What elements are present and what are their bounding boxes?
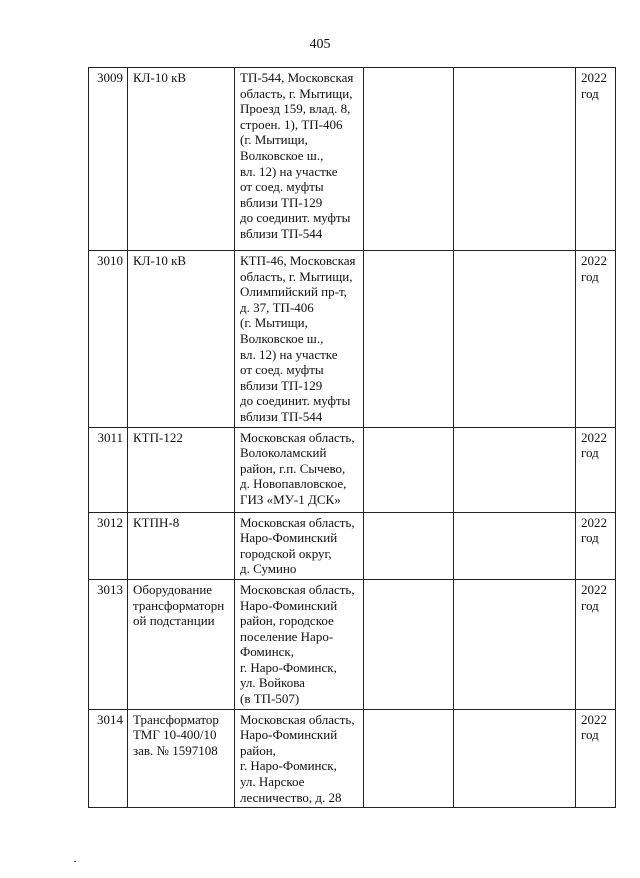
page-number: 405 bbox=[309, 37, 331, 52]
address-cell: Московская область, Наро-Фоминский район, г. Наро-Фоминск, ул. Нарское лесничество, д. 28 bbox=[235, 709, 364, 808]
empty-cell bbox=[364, 579, 454, 709]
empty-cell bbox=[364, 251, 454, 428]
year-cell: 2022 год bbox=[576, 579, 616, 709]
empty-cell bbox=[364, 427, 454, 512]
table-row bbox=[89, 709, 616, 808]
table-row bbox=[89, 68, 616, 251]
empty-cell bbox=[454, 709, 576, 808]
table-row bbox=[89, 512, 616, 579]
row-number-cell: 3010 bbox=[89, 251, 128, 428]
row-number-cell: 3009 bbox=[89, 68, 128, 251]
table-row bbox=[89, 427, 616, 512]
empty-cell bbox=[454, 579, 576, 709]
year-cell: 2022 год bbox=[576, 251, 616, 428]
table-row bbox=[89, 579, 616, 709]
address-cell: КТП-46, Московская область, г. Мытищи, Олимпийский пр-т, д. 37, ТП-406 (г. Мытищи, Волковское ш., вл. 12) на участке от соед. муфты вблизи ТП-129 до соединит. муфты вблизи ТП-544 bbox=[235, 251, 364, 428]
address-cell: ТП-544, Московская область, г. Мытищи, Проезд 159, влад. 8, строен. 1), ТП-406 (г. Мытищи, Волковское ш., вл. 12) на участке от соед. муфты вблизи ТП-129 до соединит. муфты вблизи ТП-544 bbox=[235, 68, 364, 251]
empty-cell bbox=[364, 709, 454, 808]
empty-cell bbox=[454, 427, 576, 512]
year-cell: 2022 год bbox=[576, 512, 616, 579]
table-row bbox=[89, 251, 616, 428]
empty-cell bbox=[454, 512, 576, 579]
object-name-cell: Трансформатор ТМГ 10-400/10 зав. № 1597108 bbox=[128, 709, 235, 808]
empty-cell bbox=[454, 68, 576, 251]
year-cell: 2022 год bbox=[576, 709, 616, 808]
object-name-cell: КТП-122 bbox=[128, 427, 235, 512]
row-number-cell: 3014 bbox=[89, 709, 128, 808]
address-cell: Московская область, Наро-Фоминский городской округ, д. Сумино bbox=[235, 512, 364, 579]
row-number-cell: 3012 bbox=[89, 512, 128, 579]
address-cell: Московская область, Наро-Фоминский район, городское поселение Наро- Фоминск, г. Наро-Фоминск, ул. Войкова (в ТП-507) bbox=[235, 579, 364, 709]
object-name-cell: КЛ-10 кВ bbox=[128, 251, 235, 428]
empty-cell bbox=[364, 68, 454, 251]
scan-speck bbox=[74, 861, 76, 862]
row-number-cell: 3011 bbox=[89, 427, 128, 512]
object-name-cell: КЛ-10 кВ bbox=[128, 68, 235, 251]
row-number-cell: 3013 bbox=[89, 579, 128, 709]
registry-table bbox=[88, 67, 616, 808]
object-name-cell: Оборудование трансформаторн ой подстанции bbox=[128, 579, 235, 709]
object-name-cell: КТПН-8 bbox=[128, 512, 235, 579]
year-cell: 2022 год bbox=[576, 427, 616, 512]
year-cell: 2022 год bbox=[576, 68, 616, 251]
address-cell: Московская область, Волоколамский район, г.п. Сычево, д. Новопавловское, ГИЗ «МУ-1 ДСК» bbox=[235, 427, 364, 512]
empty-cell bbox=[454, 251, 576, 428]
empty-cell bbox=[364, 512, 454, 579]
